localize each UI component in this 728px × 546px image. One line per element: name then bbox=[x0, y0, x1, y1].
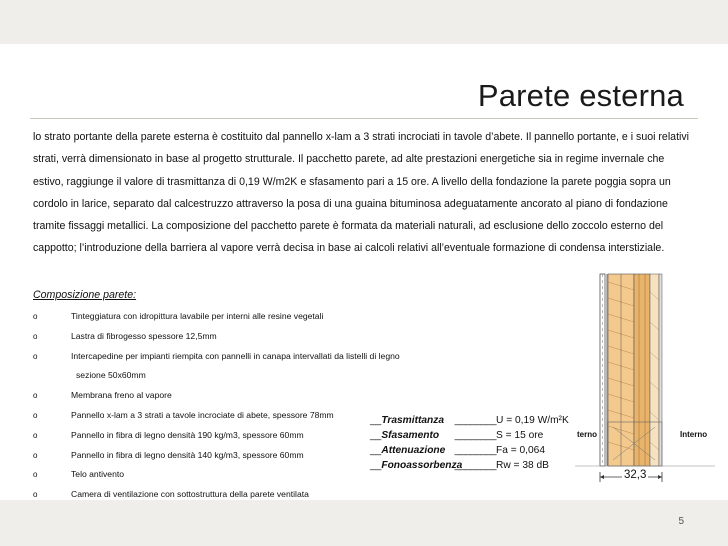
property-row bbox=[370, 428, 585, 443]
bullet-icon: o bbox=[33, 450, 38, 460]
bullet-icon: o bbox=[33, 351, 38, 361]
description-paragraph: lo strato portante della parete esterna è costituito dal pannello x-lam a 3 strati incrociati in tavole d’abete. Il pannello portante, e i suoi relativi strati, verrà dimensionato in base al progetto strutturale. Il pacchetto parete, ad alte prestazioni energetiche sia in regime invernale che estivo, raggiunge il valore di trasmittanza di 0,19 W/m2K e sfasamento pari a 15 ore. A livello della fondazione la parete poggia sopra un cordolo in larice, separato dal calcestruzzo attraverso la posa di una guaina bituminosa adeguatamente ancorato al piano di fondazione tramite fissaggi metallici. La composizione del pacchetto parete è formata da materiali naturali, ad esclusione dello zoccolo esterno del cappotto; l’introduzione della barriera al vapore verrà decisa in base ai calcoli relativi all’eventuale formazione di condensa interstiziale. bbox=[33, 131, 690, 255]
bullet-icon: o bbox=[33, 312, 38, 321]
property-value: ________ Fa = 0,064 bbox=[496, 443, 545, 458]
inside-label: Interno bbox=[680, 430, 708, 439]
property-value: ________ U = 0,19 W/m²K bbox=[496, 413, 569, 428]
slide-title: Parete esterna bbox=[477, 78, 684, 113]
footer-band bbox=[0, 500, 728, 546]
property-value: ________ S = 15 ore bbox=[496, 428, 543, 443]
outside-label: terno bbox=[577, 430, 597, 439]
property-label: __ Fonoassorbenza bbox=[370, 458, 462, 473]
title-divider bbox=[30, 118, 698, 119]
composition-item: o Pannello in fibra di legno densità 140 kg/m3, spessore 60mm bbox=[33, 446, 378, 466]
composition-item: o Camera di ventilazione con sottostruttura della parete ventilata bbox=[33, 485, 378, 505]
wall-section-diagram bbox=[575, 272, 715, 487]
properties-table bbox=[370, 413, 585, 473]
property-label: __ Sfasamento bbox=[370, 428, 439, 443]
property-label: __ Trasmittanza bbox=[370, 413, 444, 428]
bullet-icon: o bbox=[33, 410, 38, 420]
composition-item: o Pannello x-lam a 3 strati a tavole incrociate di abete, spessore 78mm bbox=[33, 406, 378, 426]
bullet-icon: o bbox=[33, 490, 38, 500]
bullet-icon: o bbox=[33, 391, 38, 401]
composition-item: o Pannello in fibra di legno densità 190 kg/m3, spessore 60mm bbox=[33, 426, 378, 446]
property-label: __ Attenuazione bbox=[370, 443, 445, 458]
page-number: 5 bbox=[678, 516, 684, 527]
composition-title: Composizione parete: bbox=[33, 289, 137, 301]
property-value: ________ Rw = 38 dB bbox=[496, 458, 549, 473]
property-row bbox=[370, 458, 585, 473]
property-row bbox=[370, 443, 585, 458]
composition-item: o Membrana freno al vapore bbox=[33, 386, 378, 406]
bullet-icon: o bbox=[33, 470, 38, 480]
composition-list bbox=[33, 307, 400, 505]
composition-item: o Lastra di fibrogesso spessore 12,5mm bbox=[33, 327, 378, 347]
composition-item: o Intercapedine per impianti riempita con pannelli in canapa intervallati da listelli di legno bbox=[33, 347, 378, 367]
composition-item-continuation: sezione 50x60mm bbox=[76, 370, 146, 381]
composition-item: o Telo antivento bbox=[33, 465, 378, 485]
bullet-icon: o bbox=[33, 430, 38, 440]
wall-section-drawing bbox=[575, 272, 715, 487]
header-band bbox=[0, 0, 728, 44]
dimension-label: 32,3 bbox=[624, 469, 647, 481]
property-row bbox=[370, 413, 585, 428]
bullet-icon: o bbox=[33, 331, 38, 341]
composition-item: o Tinteggiatura con idropittura lavabile per interni alle resine vegetali bbox=[33, 307, 378, 327]
